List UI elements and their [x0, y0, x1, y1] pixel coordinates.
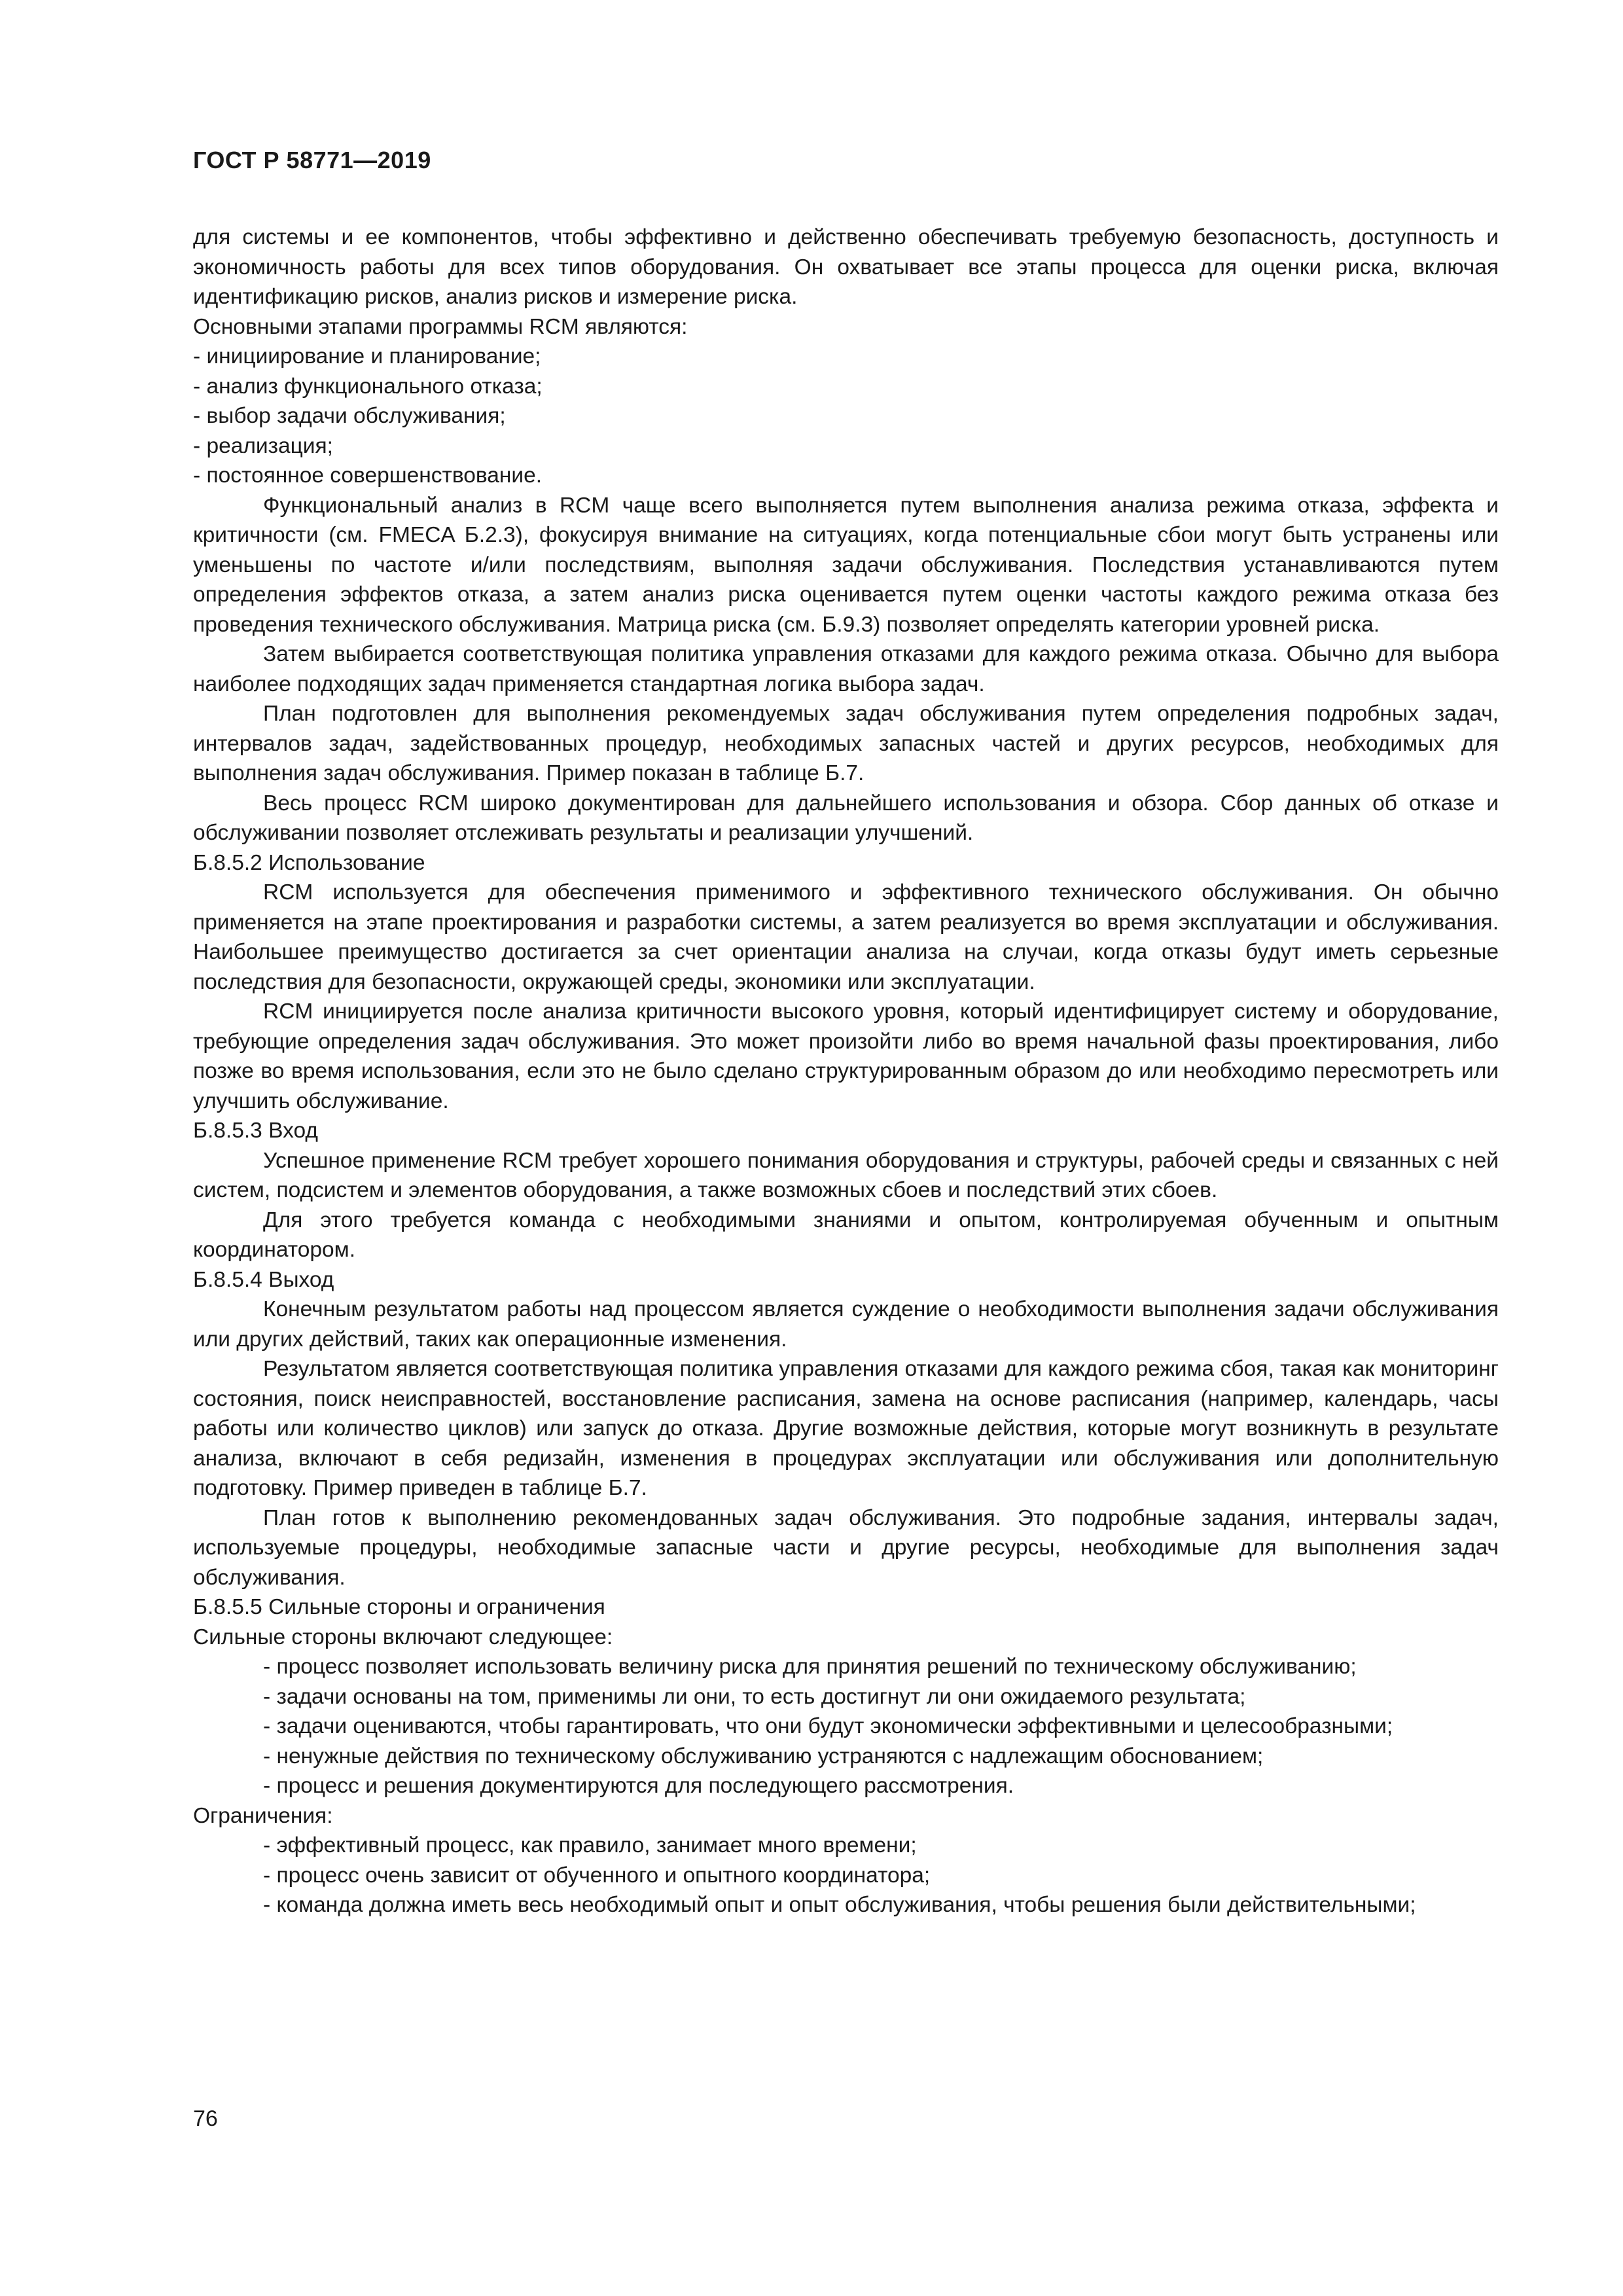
paragraph: RCM используется для обеспечения применимого и эффективного технического обслуживания. Он обычно применяется на этапе проектирования и разработки системы, а затем реализуется во время эксплуатации и обслуживания. Наибольшее преимущество достигается за счет ориентации анализа на случаи, когда отказы будут иметь серьезные последствия для безопасности, окружающей среды, экономики или эксплуатации. [193, 880, 1499, 994]
section-heading: Б.8.5.4 Выход [193, 1267, 334, 1292]
paragraph: Результатом является соответствующая политика управления отказами для каждого режима сбоя, такая как мониторинг состояния, поиск неисправностей, восстановление расписания, замена на основе расписания (например, календарь, часы работы или количество циклов) или запуск до отказа. Другие возможные действия, которые могут возникнуть в результате анализа, включают в себя редизайн, изменения в процедурах эксплуатации или обслуживания или дополнительную подготовку. Пример приведен в таблице Б.7. [193, 1357, 1499, 1500]
list-item: - реализация; [193, 433, 333, 458]
paragraph: для системы и ее компонентов, чтобы эффективно и действенно обеспечивать требуемую безопасность, доступность и экономичность работы для всех типов оборудования. Он охватывает все этапы процесса для оценки риска, включая идентификацию рисков, анализ рисков и измерение риска. [193, 225, 1499, 309]
list-item: - процесс и решения документируются для последующего рассмотрения. [263, 1774, 1014, 1798]
list-item: - анализ функционального отказа; [193, 374, 543, 399]
paragraph: Затем выбирается соответствующая политика управления отказами для каждого режима отказа. Обычно для выбора наиболее подходящих задач применяется стандартная логика выбора задач. [193, 642, 1499, 696]
section-heading: Б.8.5.3 Вход [193, 1119, 318, 1143]
list-item: - выбор задачи обслуживания; [193, 404, 506, 428]
list-item: - задачи основаны на том, применимы ли они, то есть достигнут ли они ожидаемого результата; [263, 1684, 1246, 1709]
list-item: - постоянное совершенствование. [193, 463, 543, 488]
strengths-intro: Сильные стороны включают следующее: [193, 1624, 613, 1649]
list-item: - процесс позволяет использовать величину риска для принятия решений по техническому обслуживанию; [263, 1655, 1357, 1679]
paragraph: План подготовлен для выполнения рекомендуемых задач обслуживания путем определения подробных задач, интервалов задач, задействованных процедур, необходимых запасных частей и других ресурсов, необходимых для выполнения задач обслуживания. Пример показан в таблице Б.7. [193, 702, 1499, 785]
paragraph: Конечным результатом работы над процессом является суждение о необходимости выполнения задачи обслуживания или других действий, таких как операционные изменения. [193, 1297, 1499, 1352]
page-number: 76 [193, 2106, 218, 2131]
list-item: - инициирование и планирование; [193, 344, 541, 368]
list-item: - задачи оцениваются, чтобы гарантировать, что они будут экономически эффективными и целесообразными; [263, 1714, 1393, 1738]
paragraph: Весь процесс RCM широко документирован для дальнейшего использования и обзора. Сбор данных об отказе и обслуживании позволяет отслеживать результаты и реализации улучшений. [193, 791, 1499, 845]
paragraph: Успешное применение RCM требует хорошего понимания оборудования и структуры, рабочей среды и связанных с ней систем, подсистем и элементов оборудования, а также возможных сбоев и последствий этих сбоев. [193, 1148, 1499, 1202]
paragraph: RCM инициируется после анализа критичности высокого уровня, который идентифицирует систему и оборудование, требующие определения задач обслуживания. Это может произойти либо во время начальной фазы проектирования, либо позже во время использования, если это не было сделано структурированным образом до или необходимо пересмотреть или улучшить обслуживание. [193, 999, 1499, 1113]
section-heading: Б.8.5.5 Сильные стороны и ограничения [193, 1595, 605, 1619]
paragraph: Для этого требуется команда с необходимыми знаниями и опытом, контролируемая обученным и опытным координатором. [193, 1208, 1499, 1262]
list-item: - процесс очень зависит от обученного и опытного координатора; [263, 1863, 931, 1888]
list-item: - эффективный процесс, как правило, занимает много времени; [263, 1833, 917, 1857]
stages-intro: Основными этапами программы RCM являются: [193, 314, 688, 339]
paragraph: Функциональный анализ в RCM чаще всего выполняется путем выполнения анализа режима отказа, эффекта и критичности (см. FMECA Б.2.3), фокусируя внимание на ситуациях, когда потенциальные сбои могут быть устранены или уменьшены по частоте и/или последствиям, выполняя задачи обслуживания. Последствия устанавливаются путем определения эффектов отказа, а затем анализ риска оценивается путем оценки частоты каждого режима отказа без проведения технического обслуживания. Матрица риска (см. Б.9.3) позволяет определять категории уровней риска. [193, 493, 1499, 637]
document-header: ГОСТ Р 58771—2019 [193, 147, 431, 173]
list-item: - ненужные действия по техническому обслуживанию устраняются с надлежащим обоснованием; [263, 1744, 1264, 1768]
limitations-intro: Ограничения: [193, 1803, 333, 1828]
list-item: - команда должна иметь весь необходимый опыт и опыт обслуживания, чтобы решения были действительными; [263, 1893, 1416, 1917]
section-heading: Б.8.5.2 Использование [193, 850, 425, 875]
paragraph: План готов к выполнению рекомендованных задач обслуживания. Это подробные задания, интервалы задач, используемые процедуры, необходимые запасные части и другие ресурсы, необходимые для выполнения задач обслуживания. [193, 1505, 1499, 1590]
document-body [193, 223, 1499, 1920]
